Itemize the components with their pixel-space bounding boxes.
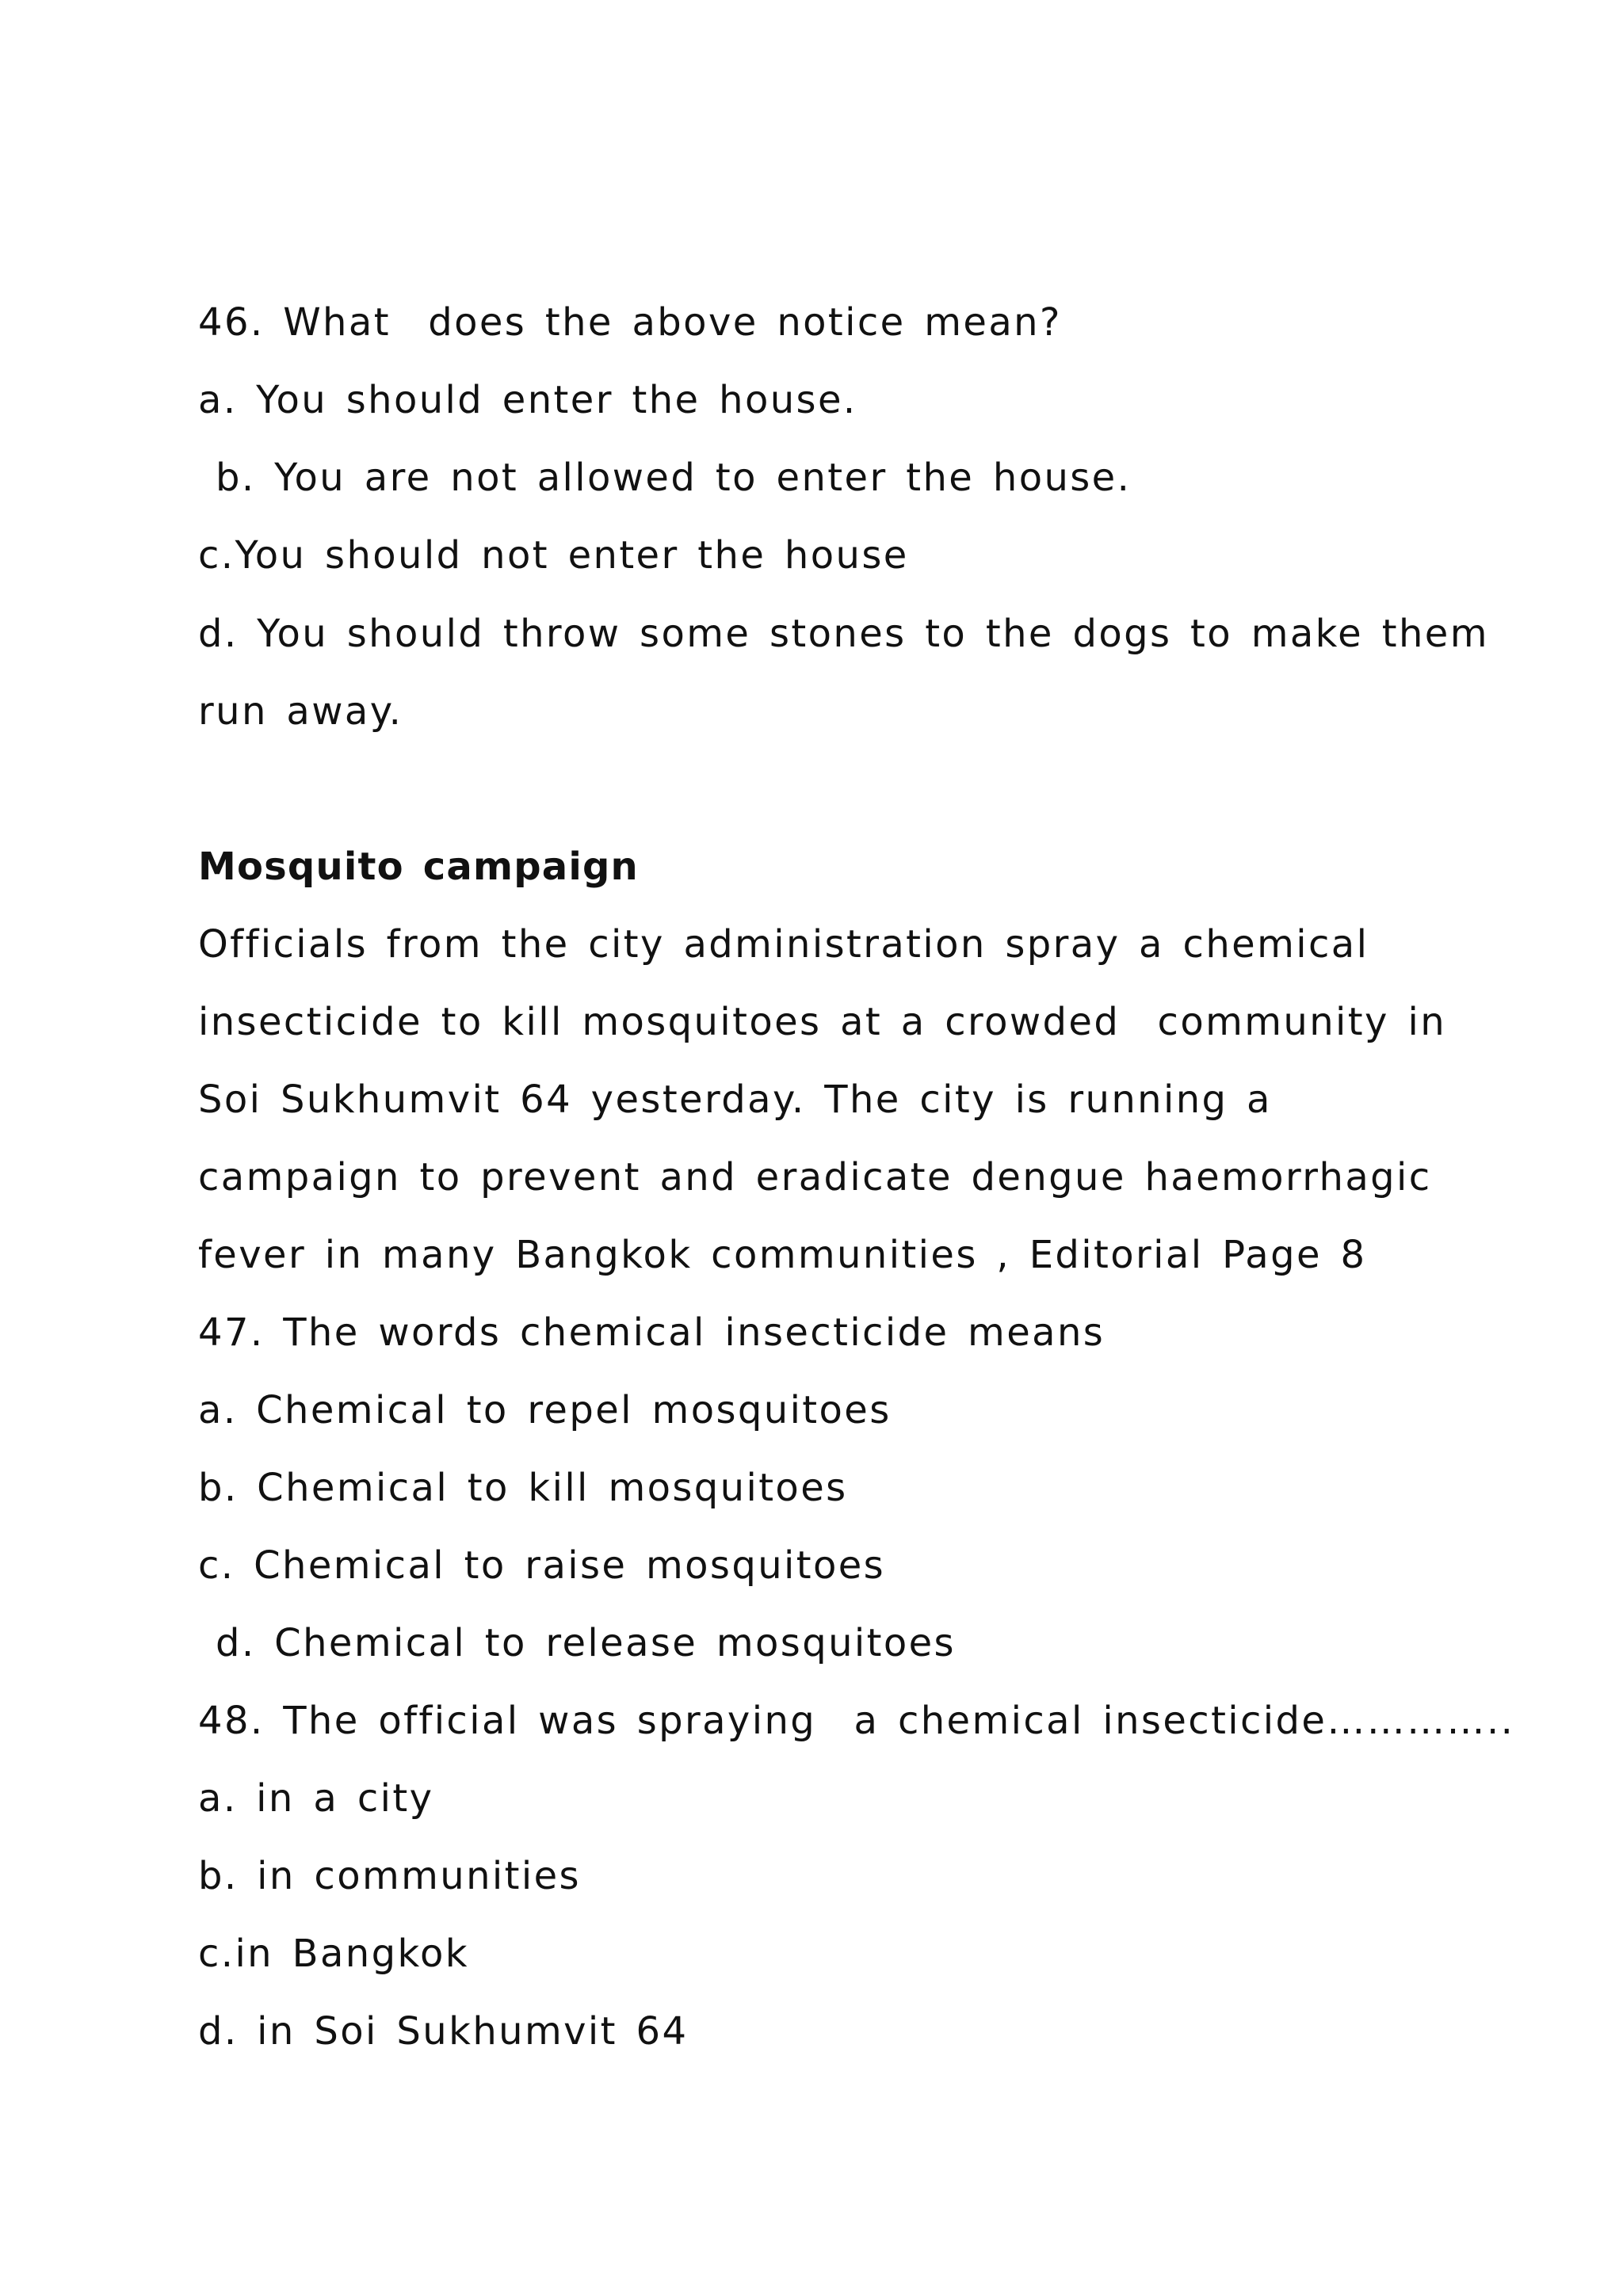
- question-47: 47. The words chemical insecticide means: [198, 1310, 1106, 1355]
- passage-line: insecticide to kill mosquitoes at a crowded community in: [198, 1000, 1447, 1044]
- question-47-option-b: b. Chemical to kill mosquitoes: [198, 1466, 848, 1510]
- question-48-option-c: c.in Bangkok: [198, 1932, 469, 1976]
- passage-line: fever in many Bangkok communities , Editorial Page 8: [198, 1233, 1367, 1277]
- question-48: 48. The official was spraying a chemical insecticide…………..: [198, 1699, 1515, 1743]
- question-46-option-d: d. You should throw some stones to the dogs to make them: [198, 612, 1489, 656]
- question-48-option-d: d. in Soi Sukhumvit 64: [198, 2009, 689, 2054]
- passage-line: Officials from the city administration spray a chemical: [198, 922, 1369, 967]
- question-46: 46. What does the above notice mean?: [198, 300, 1062, 345]
- question-46-option-d-continued: run away.: [198, 689, 403, 734]
- passage-title: Mosquito campaign: [198, 845, 639, 889]
- question-46-option-c: c.You should not enter the house: [198, 533, 909, 578]
- question-46-option-b: b. You are not allowed to enter the house.: [216, 456, 1132, 500]
- question-47-option-a: a. Chemical to repel mosquitoes: [198, 1388, 892, 1432]
- question-47-option-c: c. Chemical to raise mosquitoes: [198, 1543, 886, 1588]
- passage-line: campaign to prevent and eradicate dengue haemorrhagic: [198, 1155, 1432, 1199]
- question-48-option-a: a. in a city: [198, 1776, 434, 1821]
- question-48-option-b: b. in communities: [198, 1854, 581, 1898]
- question-46-option-a: a. You should enter the house.: [198, 378, 857, 422]
- question-47-option-d: d. Chemical to release mosquitoes: [216, 1621, 956, 1665]
- passage-line: Soi Sukhumvit 64 yesterday. The city is running a: [198, 1077, 1272, 1122]
